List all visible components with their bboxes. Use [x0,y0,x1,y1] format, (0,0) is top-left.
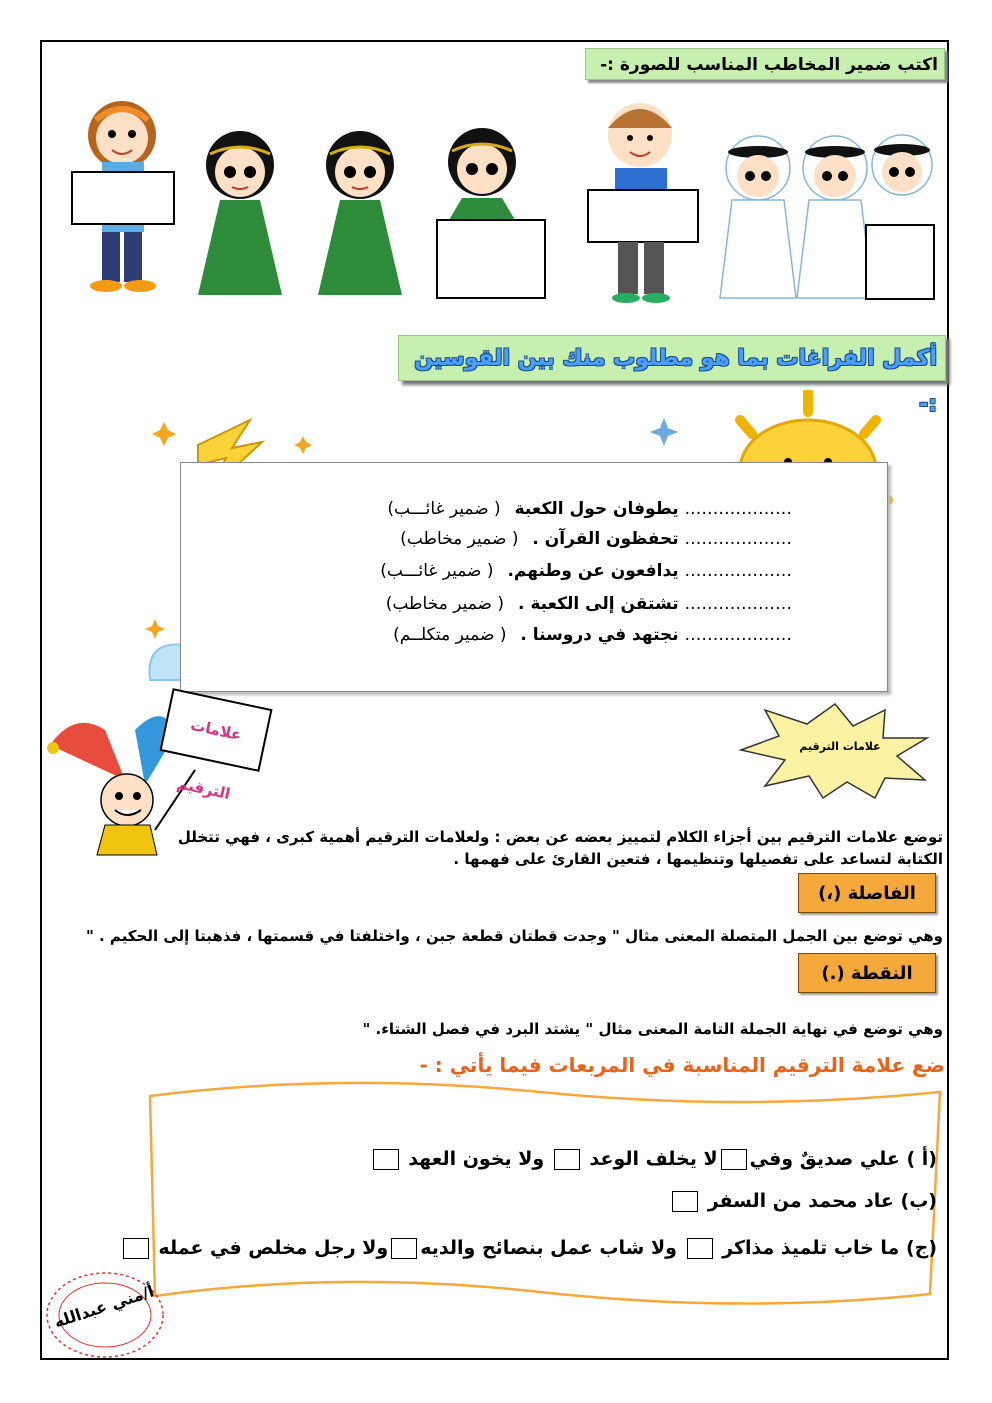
girl-green-dress-icon [318,131,402,295]
period-title: النقطة (.) [798,953,936,993]
section1-title: اكتب ضمير المخاطب المناسب للصورة :- [585,48,945,80]
fill-line-5: ………………. نجتهد في دروسنا . ( ضمير متكلــم) [393,625,792,645]
fill-line-4: ………………. تشتقن إلى الكعبة . ( ضمير مخاطب) [385,594,792,614]
exercise-a: (أ ) علي صديقٌ وفيلا يخلف الوعد ولا يخون العهد [370,1148,937,1170]
fill-in-box [180,462,888,692]
girl-green-dress-icon [198,131,282,295]
answer-box[interactable] [721,1149,747,1170]
fill-line-2: ………………. تحفظون القرآن . ( ضمير مخاطب) [400,529,792,549]
exercise-c: (ج) ما خاب تلميذ مذاكر ولا شاب عمل بنصائح والديهولا رجل مخلص في عمله [120,1237,937,1259]
section2-title: أكمل الفراغات بما هو مطلوب منك بين القوسين :- [398,335,946,381]
punctuation-intro: توضع علامات الترقيم بين أجزاء الكلام لتمييز بعضه عن بعض : ولعلامات الترقيم أهمية كبرى ، فهي تتخلل الكتابة لتساعد على تفصيلها وتنظيمها ، فتعين القارئ على فهمها . [177,828,943,868]
comma-title: الفاصلة (،) [798,873,936,913]
boy-white-thobe-icon [720,136,796,298]
boy-white-thobe-icon [866,135,934,299]
boy-holding-sign-icon [588,103,698,303]
answer-box[interactable] [391,1238,417,1259]
comma-text: وهي توضع بين الجمل المتصلة المعنى مثال " وجدت قطتان قطعة جبن ، واختلفتا في قسمتها ، فذهبتا إلى الحكيم . " [85,927,943,945]
punctuation-sign-label: علامات الترقيم [175,715,244,804]
star-burst-label: علامات الترقيم [799,740,881,753]
teacher-stamp-text: أ/مني عبدالله [51,1281,157,1332]
period-text: وهي توضع في نهاية الجملة التامة المعنى مثال " يشتد البرد في فصل الشتاء. " [362,1020,943,1038]
fill-line-3: ………………. يدافعون عن وطنهم. ( ضمير غائـــب) [380,561,792,581]
answer-box[interactable] [672,1191,698,1212]
section4-title: ضع علامة الترقيم المناسبة في المربعات فيما يأتي : - [419,1053,945,1077]
exercise-b: (ب) عاد محمد من السفر [669,1190,937,1212]
girl-green-dress-icon [437,128,545,298]
answer-box[interactable] [687,1238,713,1259]
answer-box[interactable] [554,1149,580,1170]
fill-line-1: ………………. يطوفان حول الكعبة ( ضمير غائـــب) [387,499,792,519]
kids-illustration [60,90,945,315]
answer-box[interactable] [373,1149,399,1170]
answer-box[interactable] [123,1238,149,1259]
boy-white-thobe-icon [797,136,873,298]
girl-holding-sign-icon [72,101,174,292]
